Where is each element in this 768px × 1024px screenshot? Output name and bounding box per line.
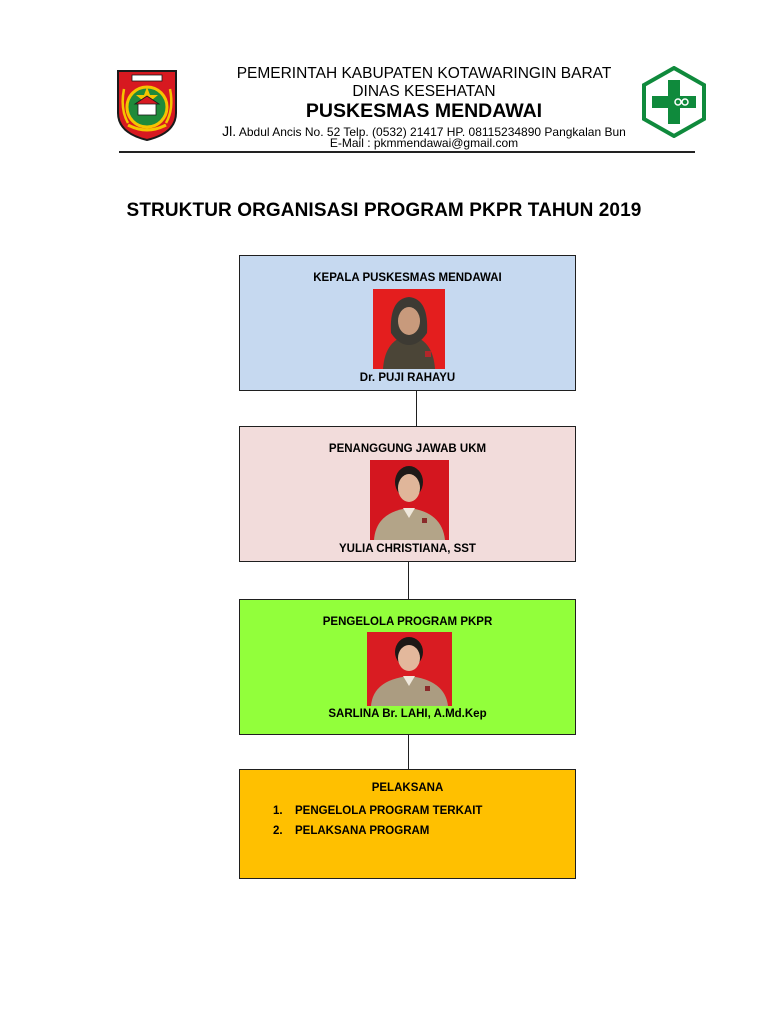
org-role-head: KEPALA PUSKESMAS MENDAWAI xyxy=(313,272,502,284)
org-name-head: Dr. PUJI RAHAYU xyxy=(359,372,456,384)
org-connector xyxy=(416,391,417,426)
letterhead-institution: PUSKESMAS MENDAWAI xyxy=(305,100,543,122)
document-title: STRUKTUR ORGANISASI PROGRAM PKPR TAHUN 2019 xyxy=(126,200,642,221)
org-box-pkpr xyxy=(239,599,576,735)
address-text: Abdul Ancis No. 52 Telp. (0532) 21417 HP. 08115234890 Pangkalan Bun xyxy=(236,125,626,139)
org-role-pelaksana: PELAKSANA xyxy=(371,782,444,794)
org-name-ukm: YULIA CHRISTIANA, SST xyxy=(339,543,476,555)
org-connector xyxy=(408,735,409,769)
address-prefix: Jl. xyxy=(222,123,237,139)
letterhead-government: PEMERINTAH KABUPATEN KOTAWARINGIN BARAT xyxy=(236,65,612,82)
portrait-photo-ukm xyxy=(370,460,449,540)
portrait-photo-pkpr xyxy=(367,632,452,706)
letterhead-rule xyxy=(119,151,695,153)
org-box-head xyxy=(239,255,576,391)
org-box-pelaksana xyxy=(239,769,576,879)
org-connector xyxy=(408,562,409,599)
org-box-ukm xyxy=(239,426,576,562)
letterhead-email: E-Mail : pkmmendawai@gmail.com xyxy=(329,136,519,150)
portrait-photo-head xyxy=(373,289,445,369)
pelaksana-list-item: 1. PENGELOLA PROGRAM TERKAIT xyxy=(273,805,483,817)
org-name-pkpr: SARLINA Br. LAHI, A.Md.Kep xyxy=(328,708,487,720)
letterhead-department: DINAS KESEHATAN xyxy=(352,83,496,100)
org-role-pkpr: PENGELOLA PROGRAM PKPR xyxy=(322,616,493,628)
pelaksana-list-item: 2. PELAKSANA PROGRAM xyxy=(273,825,430,837)
org-role-ukm: PENANGGUNG JAWAB UKM xyxy=(328,443,487,455)
pelaksana-list xyxy=(273,805,482,845)
